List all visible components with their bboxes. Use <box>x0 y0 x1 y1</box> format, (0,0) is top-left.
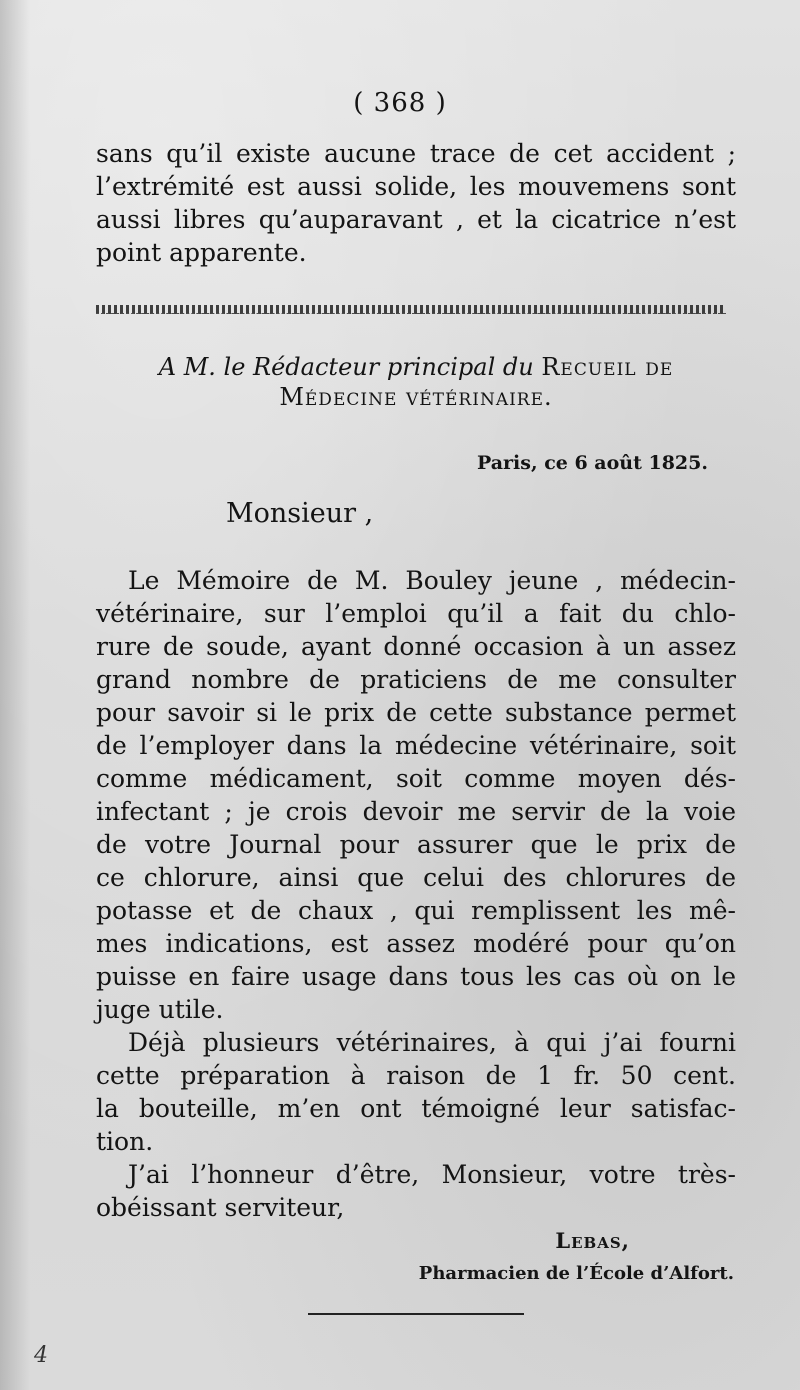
body-line: cette préparation à raison de 1 fr. 50 cent. <box>96 1061 736 1090</box>
body-line: Le Mémoire de M. Bouley jeune , médecin- <box>128 566 736 595</box>
body-line: de votre Journal pour assurer que le prix de <box>96 830 736 859</box>
body-line: Déjà plusieurs vétérinaires, à qui j’ai fourni <box>128 1028 736 1057</box>
page-gutter-shadow <box>0 0 30 1390</box>
journal-name-part1: Recueil de <box>541 353 674 381</box>
body-line: potasse et de chaux , qui remplissent les mê- <box>96 896 736 925</box>
body-line: obéissant serviteur, <box>96 1193 345 1222</box>
body-line: tion. <box>96 1127 154 1156</box>
paragraph-line: sans qu’il existe aucune trace de cet accident ; <box>96 139 736 168</box>
body-line: juge utile. <box>96 995 224 1024</box>
paragraph-line: point apparente. <box>96 238 307 267</box>
body-line: J’ai l’honneur d’être, Monsieur, votre très- <box>128 1160 736 1189</box>
end-rule <box>308 1313 524 1315</box>
journal-name-part2: Médecine vétérinaire. <box>279 383 553 411</box>
top-paragraph <box>96 137 736 269</box>
corner-mark: 4 <box>34 1343 48 1368</box>
body-line: la bouteille, m’en ont témoigné leur satisfac- <box>96 1094 736 1123</box>
paragraph-line: l’extrémité est aussi solide, les mouvemens sont <box>96 172 736 201</box>
body-line: de l’employer dans la médecine vétérinaire, soit <box>96 731 736 760</box>
signature-title: Pharmacien de l’École d’Alfort. <box>418 1263 734 1284</box>
ornamental-divider <box>96 305 726 314</box>
address-prefix: A M. le Rédacteur principal du <box>158 353 534 381</box>
body-line: mes indications, est assez modéré pour qu’on <box>96 929 736 958</box>
letter-salutation: Monsieur , <box>226 498 374 529</box>
body-line: comme médicament, soit comme moyen dés- <box>96 764 736 793</box>
body-line: pour savoir si le prix de cette substance permet <box>96 698 736 727</box>
letter-body <box>96 564 736 1224</box>
paragraph-line: aussi libres qu’auparavant , et la cicatrice n’est <box>96 205 736 234</box>
body-line: rure de soude, ayant donné occasion à un assez <box>96 632 736 661</box>
letter-dateline: Paris, ce 6 août 1825. <box>476 452 708 474</box>
body-line: infectant ; je crois devoir me servir de la voie <box>96 797 736 826</box>
body-line: grand nombre de praticiens de me consulter <box>96 665 736 694</box>
body-line: ce chlorure, ainsi que celui des chlorures de <box>96 863 736 892</box>
body-line: vétérinaire, sur l’emploi qu’il a fait du chlo- <box>96 599 736 628</box>
page-number: ( 368 ) <box>353 88 447 118</box>
letter-address <box>96 352 736 412</box>
body-line: puisse en faire usage dans tous les cas où on le <box>96 962 736 991</box>
signature-name: Lebas, <box>555 1228 630 1253</box>
